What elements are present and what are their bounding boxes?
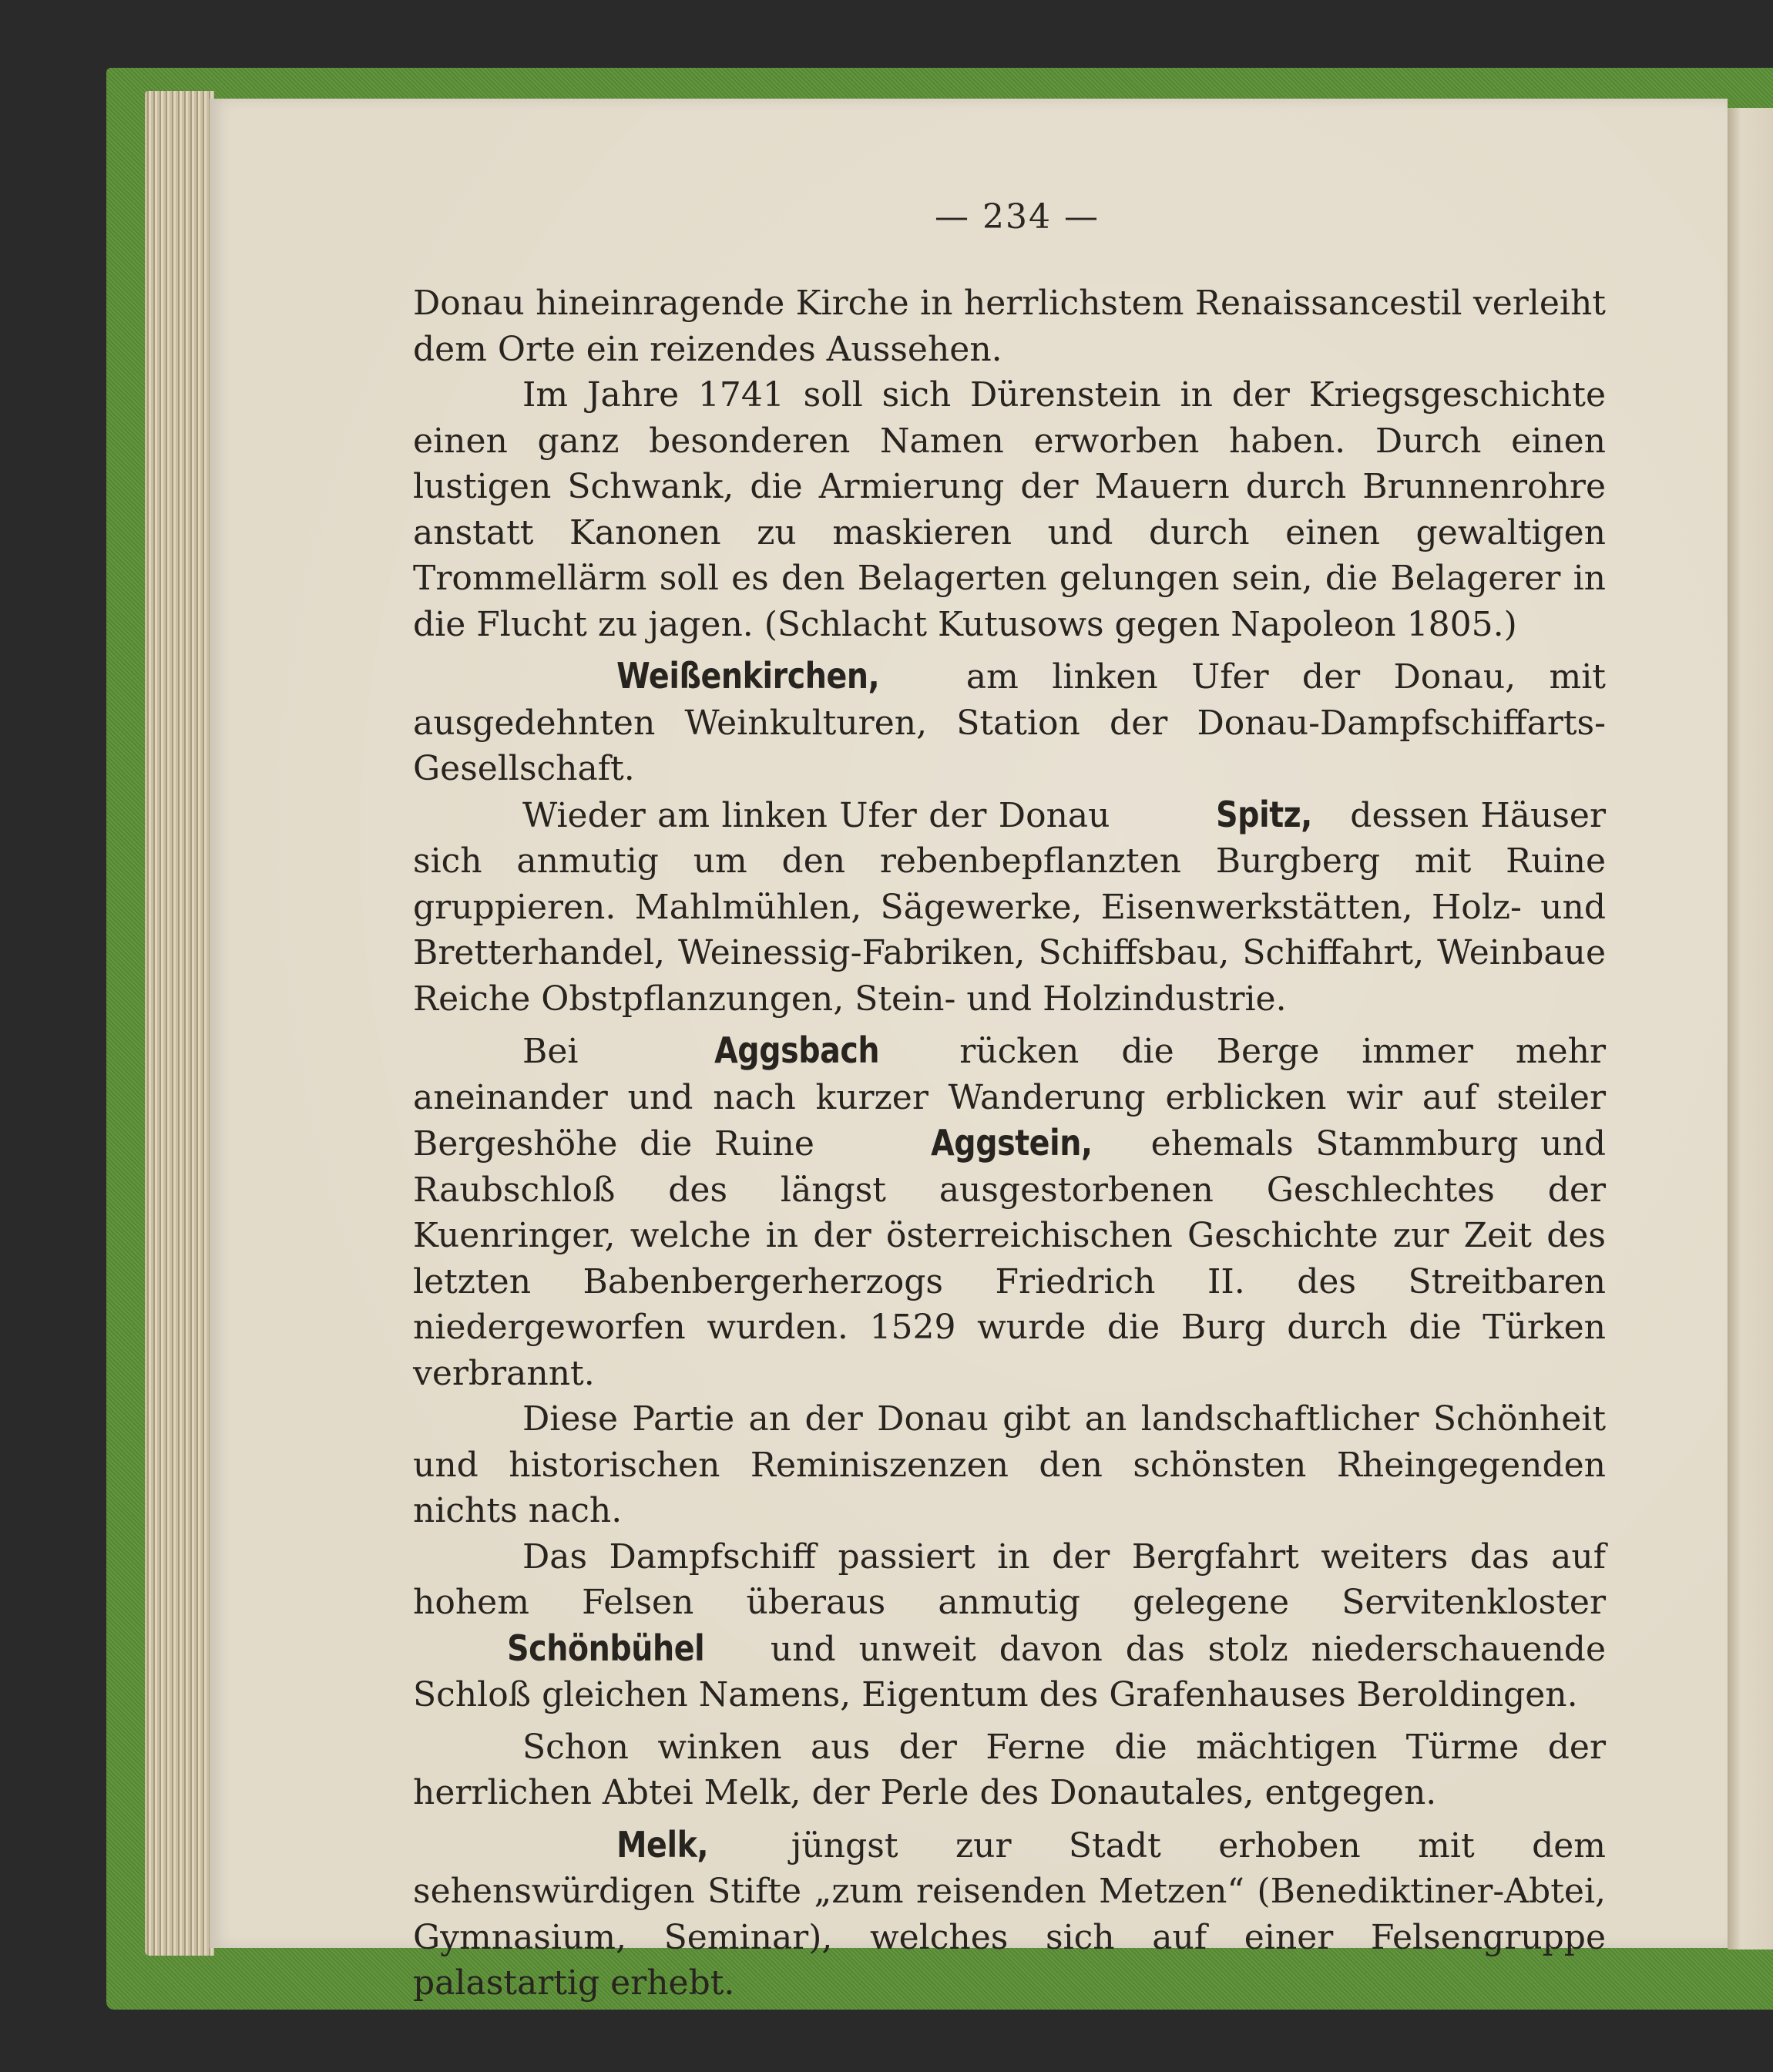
paragraph — [413, 653, 1606, 792]
place-name: Aggsbach — [714, 1029, 880, 1071]
text-segment: dessen Häuser sich anmutig um den rebenbepflanzten Burgberg mit Ruine gruppieren. Mahlmühlen, Sägewerke, Eisenwerkstätten, Holz- und Bretterhandel, Weinessig-Fabriken, Schiffsbau, Schiffahrt, Weinbaue Reiche Obstpflanzungen, Stein- und Holzindustrie. — [413, 795, 1606, 1019]
paragraph — [413, 372, 1606, 647]
text-segment: rücken die Berge immer mehr aneinander und nach kurzer Wanderung erblicken wir auf steiler Bergeshöhe die Ruine — [413, 1032, 1606, 1164]
paragraph — [413, 792, 1606, 1023]
next-page-edge — [1728, 108, 1773, 1949]
text-segment: ehemals Stammburg und Raubschloß des längst ausgestorbenen Geschlechtes der Kuenringer, welche in der österreichischen Geschichte zur Zeit des letzten Babenbergerherzogs Friedrich II. des Streitbaren niedergeworfen wurden. 1529 wurde die Burg durch die Türken verbrannt. — [413, 1124, 1606, 1393]
page-edges — [145, 91, 214, 1956]
paragraph — [413, 1822, 1606, 2007]
paragraph — [413, 1724, 1606, 1816]
place-name: Melk, — [616, 1823, 709, 1865]
paragraph — [413, 1396, 1606, 1534]
place-name: Aggstein, — [930, 1122, 1093, 1164]
place-name: Weißenkirchen, — [616, 655, 880, 697]
text-segment: am linken Ufer der Donau, mit ausgedehnten Weinkulturen, Station der Donau-Dampfschiffarts-Gesellschaft. — [413, 657, 1606, 788]
text-segment: Schon winken aus der Ferne die mächtigen Türme der herrlichen Abtei Melk, der Perle des Donautales, entgegen. — [413, 1727, 1606, 1812]
text-segment: Im Jahre 1741 soll sich Dürenstein in der Kriegsgeschichte einen ganz besonderen Namen erworben haben. Durch einen lustigen Schwank, die Armierung der Mauern durch Brunnenrohre anstatt Kanonen zu maskieren und durch einen gewaltigen Trommellärm soll es den Belagerten gelungen sein, die Belagerer in die Flucht zu jagen. (Schlacht Kutusows gegen Napoleon 1805.) — [413, 375, 1606, 644]
paragraph — [413, 1028, 1606, 1396]
text-segment: Donau hineinragende Kirche in herrlichstem Renaissancestil verleiht dem Orte ein reizendes Aussehen. — [413, 284, 1606, 369]
page-number: — 234 — — [935, 197, 1100, 237]
text-segment: und unweit davon das stolz niederschauende Schloß gleichen Namens, Eigentum des Grafenhauses Beroldingen. — [413, 1629, 1606, 1714]
text-segment: Wieder am linken Ufer der Donau — [522, 795, 1122, 835]
text-segment: Diese Partie an der Donau gibt an landschaftlicher Schönheit und historischen Reminiszenzen den schönsten Rheingegenden nichts nach. — [413, 1399, 1606, 1530]
place-name: Spitz, — [1215, 793, 1312, 835]
text-segment: Bei — [522, 1032, 621, 1071]
paragraph — [413, 1534, 1606, 1718]
text-segment: jüngst zur Stadt erhoben mit dem sehenswürdigen Stifte „zum reisenden Metzen“ (Benediktiner-Abtei, Gymnasium, Seminar), welches sich auf einer Felsengruppe palastartig erhebt. — [413, 1825, 1606, 2003]
place-name: Schönbühel — [507, 1627, 705, 1669]
text-segment: Das Dampfschiff passiert in der Bergfahrt weiters das auf hohem Felsen überaus anmutig gelegene Servitenkloster — [413, 1536, 1606, 1622]
page-text — [413, 280, 1606, 2007]
paragraph — [413, 280, 1606, 372]
